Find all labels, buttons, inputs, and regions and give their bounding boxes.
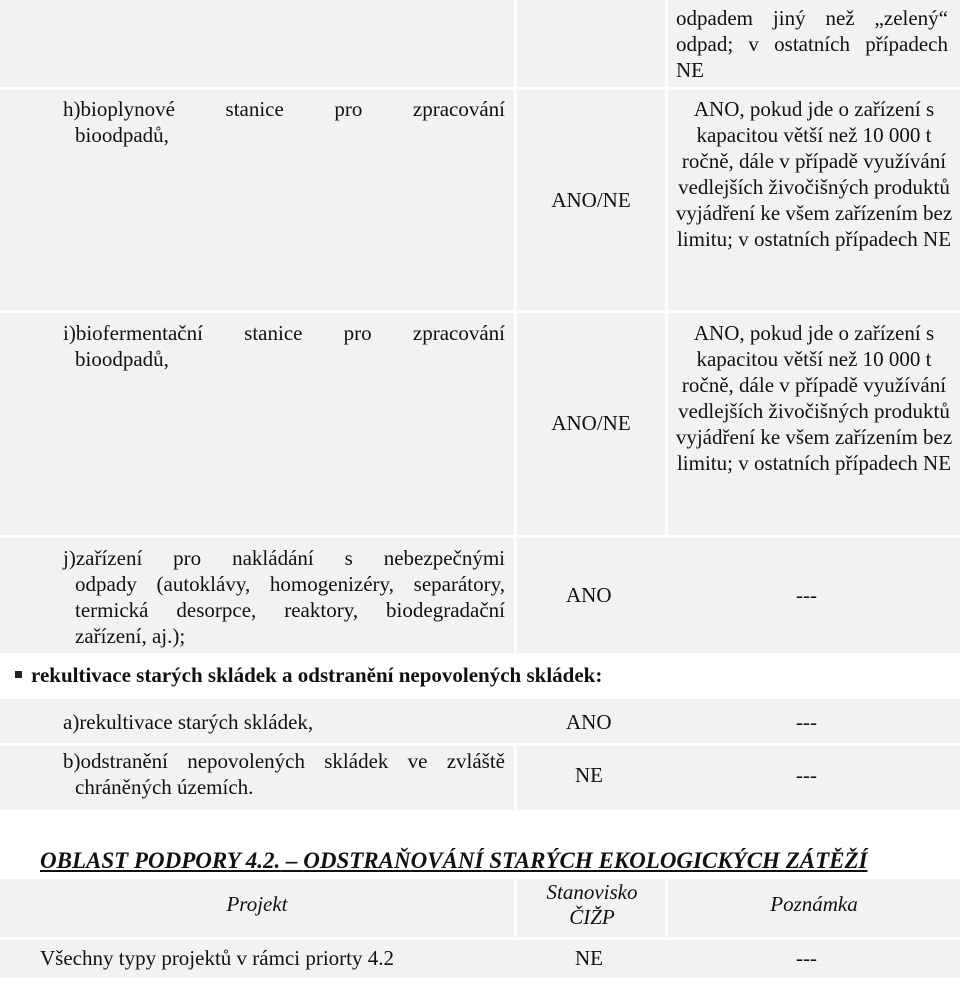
row0-right-text: odpadem jiný než „zelený“ odpad; v ostatních případech NE (676, 6, 948, 82)
table2-header-note: Poznámka (770, 892, 858, 916)
bullet-heading: rekultivace starých skládek a odstranění nepovolených skládek: (31, 663, 603, 687)
section-title: ODSTRAŇOVÁNÍ STARÝCH EKOLOGICKÝCH ZÁTĚŽÍ (303, 848, 868, 873)
square-bullet-icon (15, 671, 22, 678)
row1-label-first: h)bioplynové stanice pro zpracování (63, 97, 505, 121)
subrow-b-right: --- (796, 763, 817, 787)
row3-right-value: --- (796, 583, 817, 607)
bullet-heading-row (0, 656, 960, 696)
row0-mid-cell (517, 0, 665, 87)
subrow-a-mid: ANO (566, 710, 612, 734)
table2-row-note: --- (796, 946, 817, 970)
subrow-b-label (63, 748, 505, 800)
subrow-b-label-first: b)odstranění nepovolených skládek ve zvláště (63, 749, 505, 773)
subrow-b-label-rest: chráněných územích. (75, 775, 254, 799)
row3-label-first: j)zařízení pro nakládání s nebezpečnými (63, 546, 505, 570)
subrow-b-mid: NE (575, 763, 603, 787)
row1-label (63, 96, 505, 148)
subrow-a-label: a)rekultivace starých skládek, (63, 710, 314, 734)
section-code: OBLAST PODPORY 4.2. (40, 848, 281, 873)
table2-row-stance: NE (575, 946, 603, 970)
row1-label-rest: bioodpadů, (75, 123, 169, 147)
row1-right-text: ANO, pokud jde o zařízení s kapacitou větší než 10 000 t ročně, dále v případě využívání vedlejších živočišných produktů vyjádření ke všem zařízením bez limitu; v ostatních případech NE (675, 97, 953, 251)
row3-label (63, 545, 505, 649)
row2-label-first: i)biofermentační stanice pro zpracování (63, 321, 505, 345)
row0-left-cell (0, 0, 514, 87)
row1-mid-value: ANO/NE (551, 188, 631, 212)
section-heading (40, 848, 867, 874)
subrow-a-right: --- (796, 710, 817, 734)
row3-label-rest: odpady (autoklávy, homogenizéry, separátory, termická desorpce, reaktory, biodegradační zařízení, aj.); (75, 572, 505, 648)
row2-label-rest: bioodpadů, (75, 347, 169, 371)
row2-right-text: ANO, pokud jde o zařízení s kapacitou větší než 10 000 t ročně, dále v případě využívání vedlejších živočišných produktů vyjádření ke všem zařízením bez limitu; v ostatních případech NE (675, 321, 953, 475)
section-dash: – (280, 848, 304, 873)
table2-row-project: Všechny typy projektů v rámci priorty 4.2 (40, 946, 395, 970)
row2-mid-value: ANO/NE (551, 411, 631, 435)
table2-header-project: Projekt (226, 892, 288, 916)
table2-header-stance: Stanovisko ČIŽP (546, 880, 638, 929)
row2-label (63, 320, 505, 372)
row3-mid-value: ANO (566, 583, 612, 607)
